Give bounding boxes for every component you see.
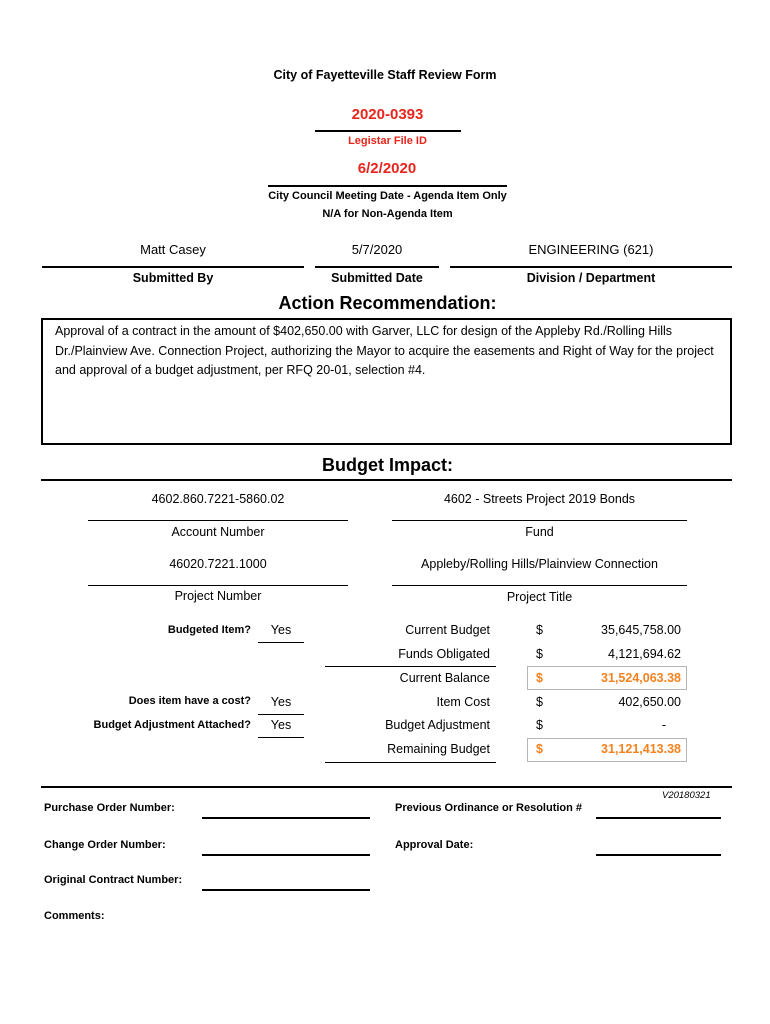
funds-obligated-rule	[325, 666, 496, 667]
meeting-date-label: City Council Meeting Date - Agenda Item Only	[268, 190, 507, 202]
submitted-by-underline	[42, 266, 304, 268]
adjustment-attached-label: Budget Adjustment Attached?	[93, 719, 251, 731]
remaining-budget-label: Remaining Budget	[387, 742, 490, 756]
fund-value: 4602 - Streets Project 2019 Bonds	[443, 492, 636, 506]
budget-adjustment-value: -	[661, 718, 666, 732]
submitted-date-underline	[315, 266, 439, 268]
comments-label: Comments:	[44, 910, 105, 922]
funds-obligated-currency: $	[536, 647, 543, 661]
approval-date-field[interactable]	[596, 840, 721, 856]
current-budget-currency: $	[536, 623, 543, 637]
original-contract-field[interactable]	[202, 875, 370, 891]
item-cost-currency: $	[536, 695, 543, 709]
file-id-label: Legistar File ID	[348, 135, 427, 147]
po-number-field[interactable]	[202, 803, 370, 819]
division-label: Division / Department	[526, 271, 656, 285]
project-number-underline	[88, 585, 348, 586]
has-cost-label: Does item have a cost?	[128, 695, 251, 707]
funds-obligated-label: Funds Obligated	[398, 647, 490, 661]
current-balance-label: Current Balance	[399, 671, 490, 685]
original-contract-label: Original Contract Number:	[44, 874, 183, 886]
adjustment-attached-value: Yes	[270, 718, 292, 732]
budgeted-item-underline	[258, 642, 304, 643]
file-id: 2020-0393	[351, 106, 424, 123]
version-label: V20180321	[662, 790, 711, 801]
budgeted-item-label: Budgeted Item?	[167, 624, 251, 636]
approval-date-label: Approval Date:	[395, 839, 474, 851]
has-cost-underline	[258, 714, 304, 715]
change-order-field[interactable]	[202, 840, 370, 856]
project-title-label: Project Title	[506, 590, 573, 604]
budget-heading-rule	[41, 479, 732, 481]
current-balance-currency: $	[536, 671, 543, 685]
project-number-label: Project Number	[174, 589, 262, 603]
form-title: City of Fayetteville Staff Review Form	[273, 68, 497, 82]
current-balance-value: 31,524,063.38	[601, 671, 681, 685]
file-id-underline	[315, 130, 461, 132]
current-budget-label: Current Budget	[405, 623, 490, 637]
has-cost-value: Yes	[270, 695, 292, 709]
account-number-label: Account Number	[171, 525, 265, 539]
action-heading: Action Recommendation:	[278, 293, 497, 313]
prev-ordinance-field[interactable]	[596, 803, 721, 819]
item-cost-label: Item Cost	[436, 695, 490, 709]
funds-obligated-value: 4,121,694.62	[608, 647, 681, 661]
meeting-date-underline	[268, 185, 507, 187]
footer-rule	[41, 786, 732, 788]
change-order-label: Change Order Number:	[44, 839, 166, 851]
project-number-value: 46020.7221.1000	[169, 557, 267, 571]
submitted-by-value: Matt Casey	[140, 242, 206, 257]
adjustment-attached-underline	[258, 737, 304, 738]
account-number-value: 4602.860.7221-5860.02	[151, 492, 285, 506]
current-budget-value: 35,645,758.00	[601, 623, 681, 637]
remaining-budget-rule	[325, 762, 496, 763]
submitted-by-label: Submitted By	[132, 271, 214, 285]
submitted-date-value: 5/7/2020	[351, 242, 403, 257]
action-text-box	[41, 318, 732, 445]
budget-adjustment-label: Budget Adjustment	[385, 718, 490, 732]
project-title-value: Appleby/Rolling Hills/Plainview Connection	[421, 557, 658, 571]
prev-ordinance-label: Previous Ordinance or Resolution #	[395, 802, 583, 814]
division-value: ENGINEERING (621)	[528, 242, 654, 257]
project-title-underline	[392, 585, 687, 586]
item-cost-value: 402,650.00	[618, 695, 681, 709]
fund-label: Fund	[525, 525, 554, 539]
account-number-underline	[88, 520, 348, 521]
po-number-label: Purchase Order Number:	[44, 802, 175, 814]
budget-adjustment-currency: $	[536, 718, 543, 732]
fund-underline	[392, 520, 687, 521]
action-text: Approval of a contract in the amount of $402,650.00 with Garver, LLC for design of the Appleby Rd./Rolling Hills Dr./Plainview Ave. Connection Project, authorizing the Mayor to acquire the easements and Right of Way for the project and approval of a budget adjustment, per RFQ 20-01, selection #4.	[55, 324, 714, 377]
meeting-date-note: N/A for Non-Agenda Item	[322, 208, 453, 220]
budget-heading: Budget Impact:	[321, 455, 453, 475]
budgeted-item-value: Yes	[270, 623, 292, 637]
remaining-budget-currency: $	[536, 742, 543, 756]
submitted-date-label: Submitted Date	[331, 271, 423, 285]
meeting-date: 6/2/2020	[357, 160, 417, 177]
division-underline	[450, 266, 732, 268]
remaining-budget-value: 31,121,413.38	[601, 742, 681, 756]
